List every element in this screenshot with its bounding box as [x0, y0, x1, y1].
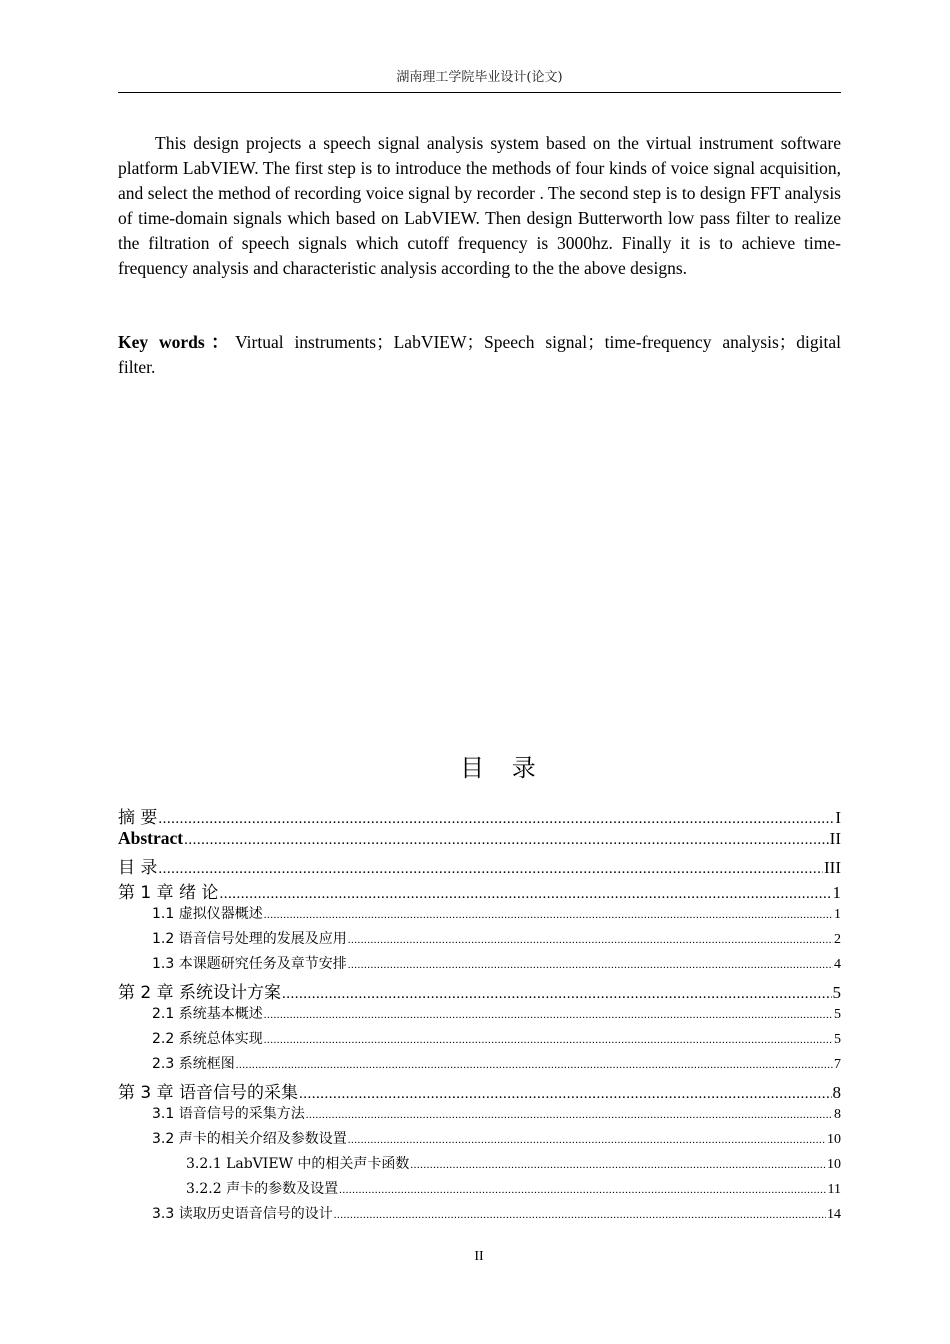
toc-entry-label: 3.2 声卡的相关介绍及参数设置	[152, 1131, 347, 1147]
toc-dot-leader	[306, 1109, 833, 1121]
toc-entry-label: 1.3 本课题研究任务及章节安排	[152, 956, 347, 972]
toc-entry-label: 1.1 虚拟仪器概述	[152, 906, 263, 922]
toc-entry-page: 8	[832, 1083, 841, 1102]
toc-entry-label: 第 1 章 绪 论	[118, 883, 219, 903]
toc-entry[interactable]	[118, 1053, 841, 1078]
toc-entry-page: 5	[834, 1032, 841, 1047]
toc-title: 目 录	[460, 754, 546, 782]
table-of-contents	[118, 803, 841, 1228]
toc-entry-page: 7	[834, 1057, 841, 1072]
toc-entry-label: 3.2.1 LabVIEW 中的相关声卡函数	[186, 1156, 410, 1172]
toc-entry-page: III	[824, 858, 841, 877]
toc-entry[interactable]	[118, 803, 841, 828]
toc-entry-page: 10	[827, 1132, 841, 1147]
toc-entry-label: 目 录	[118, 858, 158, 878]
toc-entry-page: 1	[834, 907, 841, 922]
toc-entry-label: 2.2 系统总体实现	[152, 1031, 263, 1047]
abstract-paragraph: This design projects a speech signal analysis system based on the virtual instrument software platform LabVIEW. The first step is to introduce the methods of four kinds of voice signal acquisition, and select the method of recording voice signal by recorder . The second step is to design FFT analysis of time-domain signals which based on LabVIEW. Then design Butterworth low pass filter to realize the filtration of speech signals which cutoff frequency is 3000hz. Finally it is to achieve time-frequency analysis and characteristic analysis according to the the above designs.	[118, 133, 841, 278]
toc-entry[interactable]	[118, 1128, 841, 1153]
toc-entry[interactable]	[118, 1003, 841, 1028]
toc-entry-label: 1.2 语音信号处理的发展及应用	[152, 931, 347, 947]
toc-entry-label: Abstract	[118, 828, 184, 848]
toc-entry-page: 5	[832, 983, 841, 1002]
toc-entry[interactable]	[118, 903, 841, 928]
toc-entry-label: 摘 要	[118, 808, 158, 828]
toc-entry[interactable]	[118, 928, 841, 953]
toc-dot-leader	[282, 986, 831, 1003]
toc-entry-page: 1	[832, 883, 841, 902]
toc-entry[interactable]	[118, 1203, 841, 1228]
toc-entry[interactable]	[118, 953, 841, 978]
toc-dot-leader	[339, 1184, 826, 1196]
toc-entry[interactable]	[118, 978, 841, 1003]
toc-entry-label: 第 2 章 系统设计方案	[118, 983, 282, 1003]
toc-entry[interactable]	[118, 1078, 841, 1103]
toc-entry-page: I	[835, 808, 841, 827]
toc-dot-leader	[264, 909, 833, 921]
toc-dot-leader	[264, 1009, 833, 1021]
toc-entry-page: II	[829, 829, 841, 848]
toc-entry-label: 2.1 系统基本概述	[152, 1006, 263, 1022]
keywords-label: Key words：	[118, 332, 236, 352]
toc-entry-label: 第 3 章 语音信号的采集	[118, 1083, 299, 1103]
toc-entry[interactable]	[118, 1153, 841, 1178]
toc-entry[interactable]	[118, 1178, 841, 1203]
toc-dot-leader	[236, 1059, 833, 1071]
toc-entry-label: 2.3 系统框图	[152, 1056, 235, 1072]
toc-entry-page: 11	[827, 1182, 841, 1197]
toc-entry[interactable]	[118, 878, 841, 903]
toc-dot-leader	[184, 832, 829, 849]
toc-entry[interactable]	[118, 1028, 841, 1053]
toc-dot-leader	[158, 811, 834, 828]
toc-entry-page: 2	[834, 932, 841, 947]
toc-entry-label: 3.2.2 声卡的参数及设置	[186, 1181, 339, 1197]
toc-dot-leader	[264, 1034, 833, 1046]
toc-dot-leader	[348, 934, 833, 946]
running-header: 湖南理工学院毕业设计(论文)	[396, 70, 563, 85]
toc-entry[interactable]	[118, 853, 841, 878]
toc-entry-page: 8	[834, 1107, 841, 1122]
toc-dot-leader	[348, 1134, 826, 1146]
toc-dot-leader	[348, 959, 833, 971]
toc-dot-leader	[334, 1209, 826, 1221]
toc-entry-page: 10	[827, 1157, 841, 1172]
toc-dot-leader	[158, 861, 823, 878]
toc-entry[interactable]	[118, 828, 841, 853]
toc-entry-label: 3.1 语音信号的采集方法	[152, 1106, 305, 1122]
keywords-list: Virtual instruments；LabVIEW；Speech signal；time-frequency analysis；digital filter.	[118, 332, 841, 377]
toc-entry[interactable]	[118, 1103, 841, 1128]
page-number: II	[474, 1249, 484, 1264]
toc-entry-page: 4	[834, 957, 841, 972]
toc-dot-leader	[410, 1159, 826, 1171]
toc-entry-page: 5	[834, 1007, 841, 1022]
toc-dot-leader	[219, 886, 831, 903]
toc-dot-leader	[299, 1086, 831, 1103]
header-divider	[118, 92, 841, 93]
toc-entry-page: 14	[827, 1207, 841, 1222]
keywords-paragraph	[118, 330, 841, 380]
toc-entry-label: 3.3 读取历史语音信号的设计	[152, 1206, 333, 1222]
